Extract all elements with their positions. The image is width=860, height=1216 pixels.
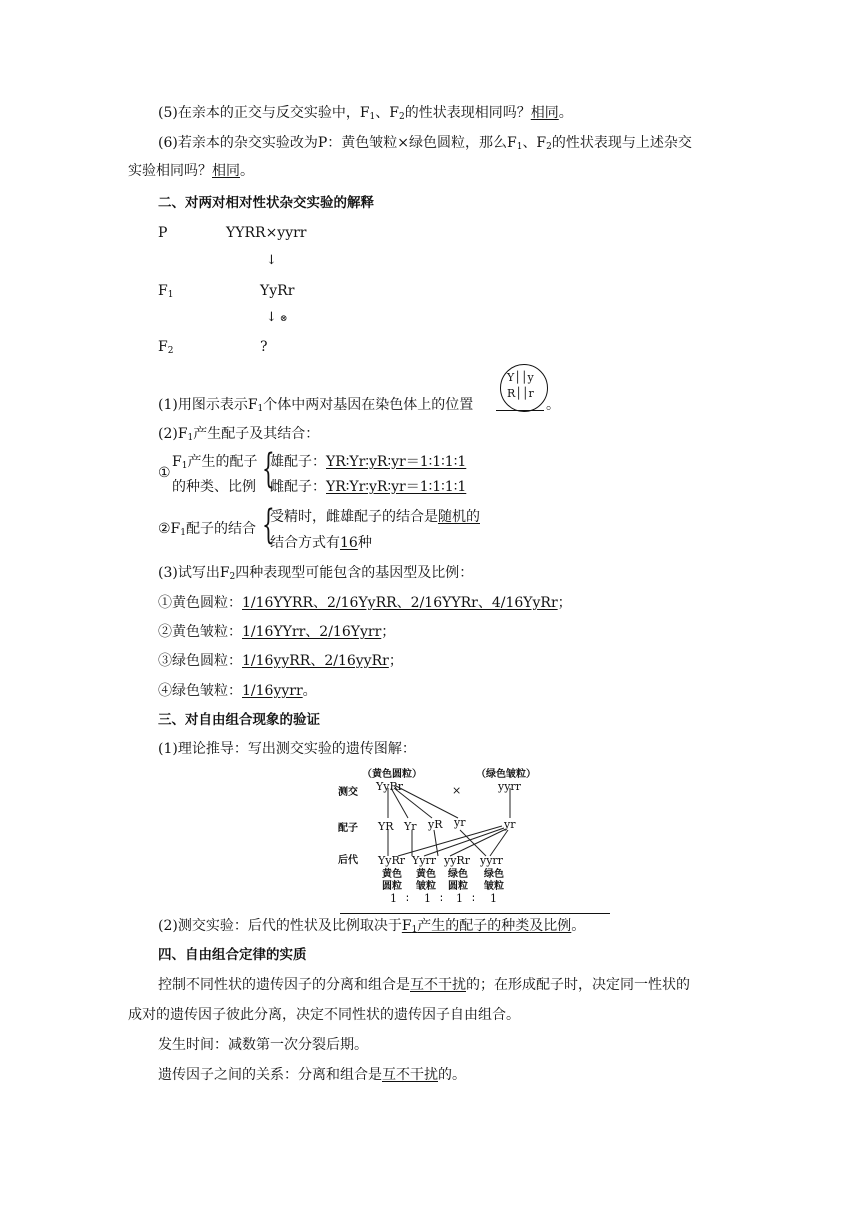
genotype-row: ③绿色圆粒：1/16yyRR、2/16yyRr； [158, 653, 403, 669]
genotype-row: ④绿色皱粒：1/16yyrr。 [158, 683, 317, 699]
g2-line-1: 受精时，雌雄配子的结合是随机的 [270, 509, 480, 525]
circle-1: ① [158, 465, 171, 481]
testcross-diagram: 测交 配子 后代 （黄色圆粒） YyRr × （绿色皱粒） yyrr YR Yr yR yr yr YyRr Yyrr yyRr yyrr 黄色 黄色 绿色 绿色 圆粒 皱粒 圆粒 皱粒 1 ∶ 1 ∶ 1 ∶ 1 [336, 764, 546, 906]
section-4-para-line1: 控制不同性状的遗传因子的分离和组合是互不干扰的；在形成配子时，决定同一性状的 [158, 977, 690, 993]
section-4-para-line2: 成对的遗传因子彼此分离，决定不同性状的遗传因子自由组合。 [128, 1007, 520, 1023]
cross-f2-genotype: ? [260, 339, 268, 355]
female-gametes: 雌配子：YR∶Yr∶yR∶yr＝1∶1∶1∶1 [270, 479, 467, 495]
s2-question-1: (1)用图示表示$F_1$个体中两对基因在染色体上的位置 [158, 397, 474, 414]
brace-icon: { [262, 446, 275, 492]
divider-line [340, 913, 610, 914]
s3-question-1: (1)理论推导：写出测交实验的遗传图解： [158, 741, 416, 757]
s2-question-2: $(2)F_1$产生配子及其结合： [158, 426, 320, 443]
cross-f1-label: $F_1$ [158, 283, 174, 300]
cross-p-label: P [158, 225, 168, 241]
male-gametes: 雄配子：YR∶Yr∶yR∶yr＝1∶1∶1∶1 [270, 454, 467, 470]
cross-p-genotype: YYRR×yyrr [226, 225, 307, 241]
question-6-line2: 实验相同吗？相同。 [128, 163, 254, 179]
brace-icon: { [262, 502, 275, 548]
question-5: (5)在亲本的正交与反交实验中，$F_1$、$F_2$的性状表现相同吗？相同。 [158, 105, 573, 122]
arrow-down-icon: ↓ ⊗ [266, 310, 288, 325]
cross-f1-genotype: YyRr [260, 283, 295, 299]
genotype-row: ①黄色圆粒：1/16YYRR、2/16YyRR、2/16YYRr、4/16YyRr； [158, 595, 572, 611]
answer-5: 相同 [530, 105, 559, 121]
answer-blank-underline [496, 410, 544, 411]
g1-label-1: $F_1$产生的配子 [172, 454, 258, 471]
section-4-heading: 四、自由组合定律的实质 [158, 947, 307, 963]
answer-6: 相同 [212, 163, 240, 179]
cross-f2-label: $F_2$ [158, 339, 174, 356]
chromosome-diagram: Y││y R││r [500, 364, 548, 412]
genotype-row: ②黄色皱粒：1/16YYrr、2/16Yyrr； [158, 624, 396, 640]
s3-question-2: (2)测交实验：后代的性状及比例取决于$F_1$产生的配子的种类及比例。 [158, 918, 586, 935]
g2-label: $②F_1$配子的结合 [158, 521, 256, 538]
g2-line-2: 结合方式有16种 [270, 535, 372, 551]
s2-question-3: (3)试写出$F_2$四种表现型可能包含的基因型及比例： [158, 565, 474, 582]
section-2-heading: 二、对两对相对性状杂交实验的解释 [158, 195, 374, 211]
section-3-heading: 三、对自由组合现象的验证 [158, 712, 320, 728]
question-6-line1: (6)若亲本的杂交实验改为P：黄色皱粒×绿色圆粒，那么$F_1$、$F_2$的性状表现与上述杂交 [158, 135, 692, 152]
factor-relationship: 遗传因子之间的关系：分离和组合是互不干扰的。 [158, 1067, 466, 1083]
arrow-down-icon: ↓ [266, 253, 277, 268]
occurrence-time: 发生时间：减数第一次分裂后期。 [158, 1037, 368, 1053]
self-cross-icon: ⊗ [279, 314, 288, 324]
g1-label-2: 的种类、比例 [172, 479, 256, 495]
